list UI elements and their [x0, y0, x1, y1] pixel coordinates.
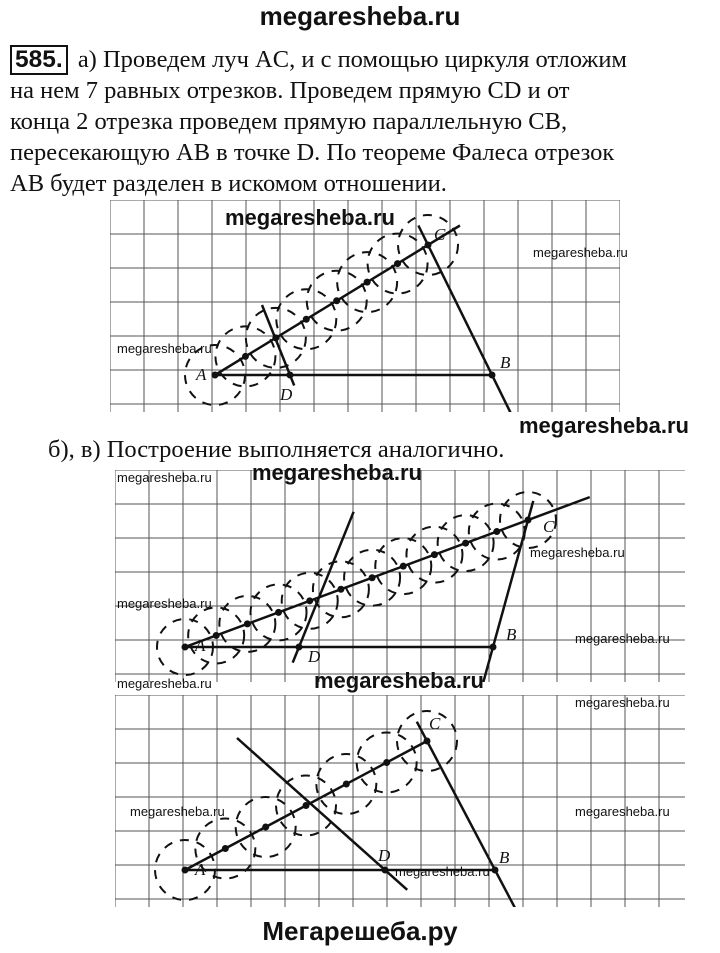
problem-line-4: пересекающую AB в точке D. По теореме Фалеса отрезок — [10, 139, 615, 166]
division-point — [303, 316, 310, 323]
figure-a — [110, 200, 620, 412]
division-point — [212, 372, 219, 379]
watermark: megaresheba.ru — [575, 631, 670, 646]
division-point — [213, 632, 220, 639]
division-point — [424, 738, 431, 745]
problem-text — [10, 44, 700, 199]
division-point — [431, 551, 438, 558]
division-point — [182, 867, 189, 874]
division-point — [525, 517, 532, 524]
point-b — [489, 372, 496, 379]
division-point — [364, 279, 371, 286]
label-c: C — [543, 517, 555, 536]
label-b: B — [499, 848, 510, 867]
watermark: megaresheba.ru — [252, 460, 422, 485]
problem-line-2: на нем 7 равных отрезков. Проведем прямую CD и от — [10, 77, 570, 104]
point-b — [492, 867, 499, 874]
label-b: B — [500, 353, 511, 372]
division-point — [337, 586, 344, 593]
site-footer: Мегарешеба.ру — [262, 916, 458, 946]
watermark: megaresheba.ru — [533, 245, 628, 260]
division-point — [394, 260, 401, 267]
label-d: D — [280, 385, 293, 404]
label-a: A — [196, 365, 207, 384]
label-d: D — [308, 647, 321, 666]
point-b — [490, 644, 497, 651]
division-point — [369, 574, 376, 581]
label-c: C — [434, 225, 446, 244]
division-point — [333, 297, 340, 304]
watermark: megaresheba.ru — [575, 695, 670, 710]
label-d: D — [378, 846, 391, 865]
watermark: megaresheba.ru — [117, 470, 212, 485]
part-bc-text: б), в) Построение выполняется аналогично. — [48, 436, 505, 463]
division-point — [242, 353, 249, 360]
division-point — [462, 540, 469, 547]
watermark: megaresheba.ru — [225, 205, 395, 230]
watermark: megaresheba.ru — [117, 676, 212, 691]
division-point — [303, 802, 310, 809]
division-point — [272, 334, 279, 341]
problem-line-1: 585. а) Проведем луч AC, и с помощью циркуля отложим — [10, 44, 700, 75]
point-d — [382, 867, 389, 874]
watermark: megaresheba.ru — [130, 804, 225, 819]
label-c: C — [429, 714, 441, 733]
label-a: A — [195, 860, 206, 879]
division-point — [306, 597, 313, 604]
label-a: A — [195, 636, 206, 655]
problem-line-3: конца 2 отрезка проведем прямую параллельную CB, — [10, 108, 568, 135]
grid — [110, 200, 620, 412]
watermark: megaresheba.ru — [117, 596, 212, 611]
part-a-label: а) — [77, 46, 97, 73]
line-cb — [417, 722, 516, 907]
point-d — [287, 372, 294, 379]
site-header: megaresheba.ru — [259, 1, 461, 31]
problem-number: 585. — [10, 45, 68, 75]
watermark: megaresheba.ru — [395, 864, 490, 879]
figure-b — [115, 470, 685, 682]
division-point — [182, 644, 189, 651]
point-d — [296, 644, 303, 651]
construction — [157, 492, 590, 682]
division-point — [493, 528, 500, 535]
division-point — [425, 242, 432, 249]
watermark: megaresheba.ru — [575, 804, 670, 819]
problem-line-5: AB будет разделен в искомом отношении. — [10, 170, 447, 197]
division-point — [400, 563, 407, 570]
division-point — [343, 781, 350, 788]
watermark: megaresheba.ru — [117, 341, 212, 356]
division-point — [383, 759, 390, 766]
watermark: megaresheba.ru — [314, 668, 484, 693]
label-b: B — [506, 625, 517, 644]
division-point — [244, 620, 251, 627]
watermark: megaresheba.ru — [519, 413, 689, 438]
parallel-line — [237, 738, 407, 890]
division-point — [262, 824, 269, 831]
division-point — [275, 609, 282, 616]
division-point — [222, 845, 229, 852]
watermark: megaresheba.ru — [530, 545, 625, 560]
line-cb — [418, 226, 511, 413]
